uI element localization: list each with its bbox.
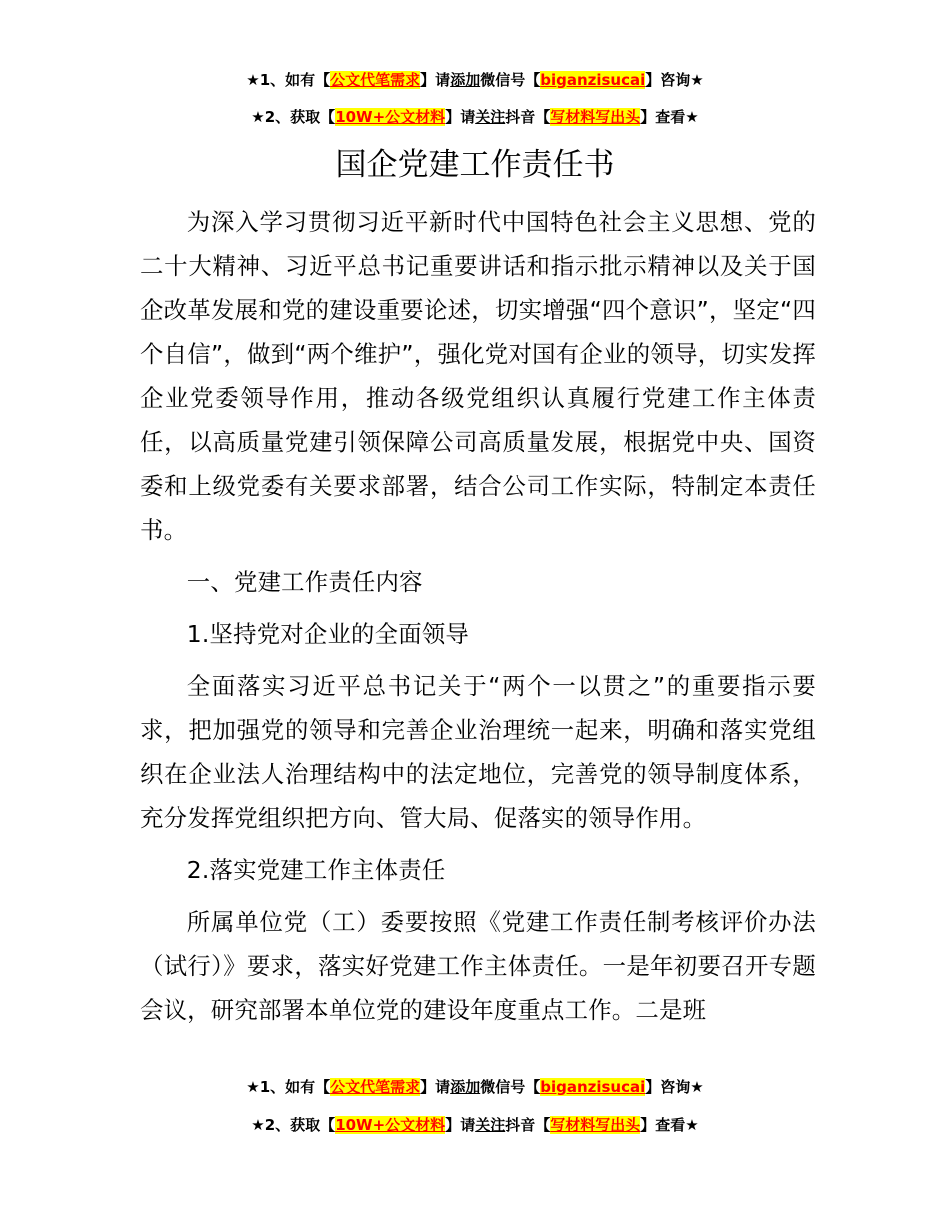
top-promo-line-1: [0, 70, 950, 90]
promo-text: 抖音【: [505, 108, 551, 126]
promo-highlight: 公文代笔需求: [330, 71, 421, 89]
top-promo-line-2: [0, 107, 950, 127]
promo-text: 微信号【: [480, 1078, 541, 1096]
promo-underlined-text: 关注: [475, 108, 506, 126]
promo-underlined-text: 添加: [450, 71, 481, 89]
promo-suffix: 】查看★: [640, 108, 699, 126]
promo-underlined-text: 关注: [475, 1116, 506, 1134]
promo-wechat-id: biganzisucai: [540, 71, 646, 89]
document-body: [140, 200, 816, 1032]
promo-douyin-account: 写材料写出头: [550, 108, 641, 126]
promo-highlight: 10W+公文材料: [335, 1116, 446, 1134]
subsection-heading: 1.坚持党对企业的全面领导: [186, 620, 470, 648]
promo-suffix: 】咨询★: [645, 1078, 704, 1096]
promo-wechat-id: biganzisucai: [540, 1078, 646, 1096]
promo-suffix: 】查看★: [640, 1116, 699, 1134]
promo-suffix: 】咨询★: [645, 71, 704, 89]
promo-highlight: 公文代笔需求: [330, 1078, 421, 1096]
promo-text: 】请: [445, 1116, 476, 1134]
body-paragraph: 所属单位党（工）委要按照《党建工作责任制考核评价办法（试行）》要求，落实好党建工作主体责任。一是年初要召开专题会议，研究部署本单位党的建设年度重点工作。二是班: [140, 908, 816, 1024]
promo-douyin-account: 写材料写出头: [550, 1116, 641, 1134]
promo-prefix: ★2、获取【: [251, 108, 336, 126]
promo-prefix: ★1、如有【: [246, 1078, 331, 1096]
promo-text: 】请: [420, 1078, 451, 1096]
promo-highlight: 10W+公文材料: [335, 108, 446, 126]
promo-prefix: ★1、如有【: [246, 71, 331, 89]
promo-text: 】请: [445, 108, 476, 126]
promo-underlined-text: 添加: [450, 1078, 481, 1096]
bottom-promo-line-1: [0, 1077, 950, 1097]
promo-text: 微信号【: [480, 71, 541, 89]
promo-prefix: ★2、获取【: [251, 1116, 336, 1134]
subsection-heading: 2.落实党建工作主体责任: [186, 856, 446, 884]
section-heading: 一、党建工作责任内容: [186, 568, 423, 596]
document-title: 国企党建工作责任书: [335, 147, 615, 183]
intro-paragraph: 为深入学习贯彻习近平新时代中国特色社会主义思想、党的二十大精神、习近平总书记重要讲话和指示批示精神以及关于国企改革发展和党的建设重要论述，切实增强“四个意识”，坚定“四个自信”，做到“两个维护”，强化党对国有企业的领导，切实发挥企业党委领导作用，推动各级党组织认真履行党建工作主体责任，以高质量党建引领保障公司高质量发展，根据党中央、国资委和上级党委有关要求部署，结合公司工作实际，特制定本责任书。: [140, 208, 816, 544]
promo-text: 】请: [420, 71, 451, 89]
bottom-promo-line-2: [0, 1115, 950, 1135]
promo-text: 抖音【: [505, 1116, 551, 1134]
body-paragraph: 全面落实习近平总书记关于“两个一以贯之”的重要指示要求，把加强党的领导和完善企业治理统一起来，明确和落实党组织在企业法人治理结构中的法定地位，完善党的领导制度体系，充分发挥党组织把方向、管大局、促落实的领导作用。: [140, 672, 816, 832]
